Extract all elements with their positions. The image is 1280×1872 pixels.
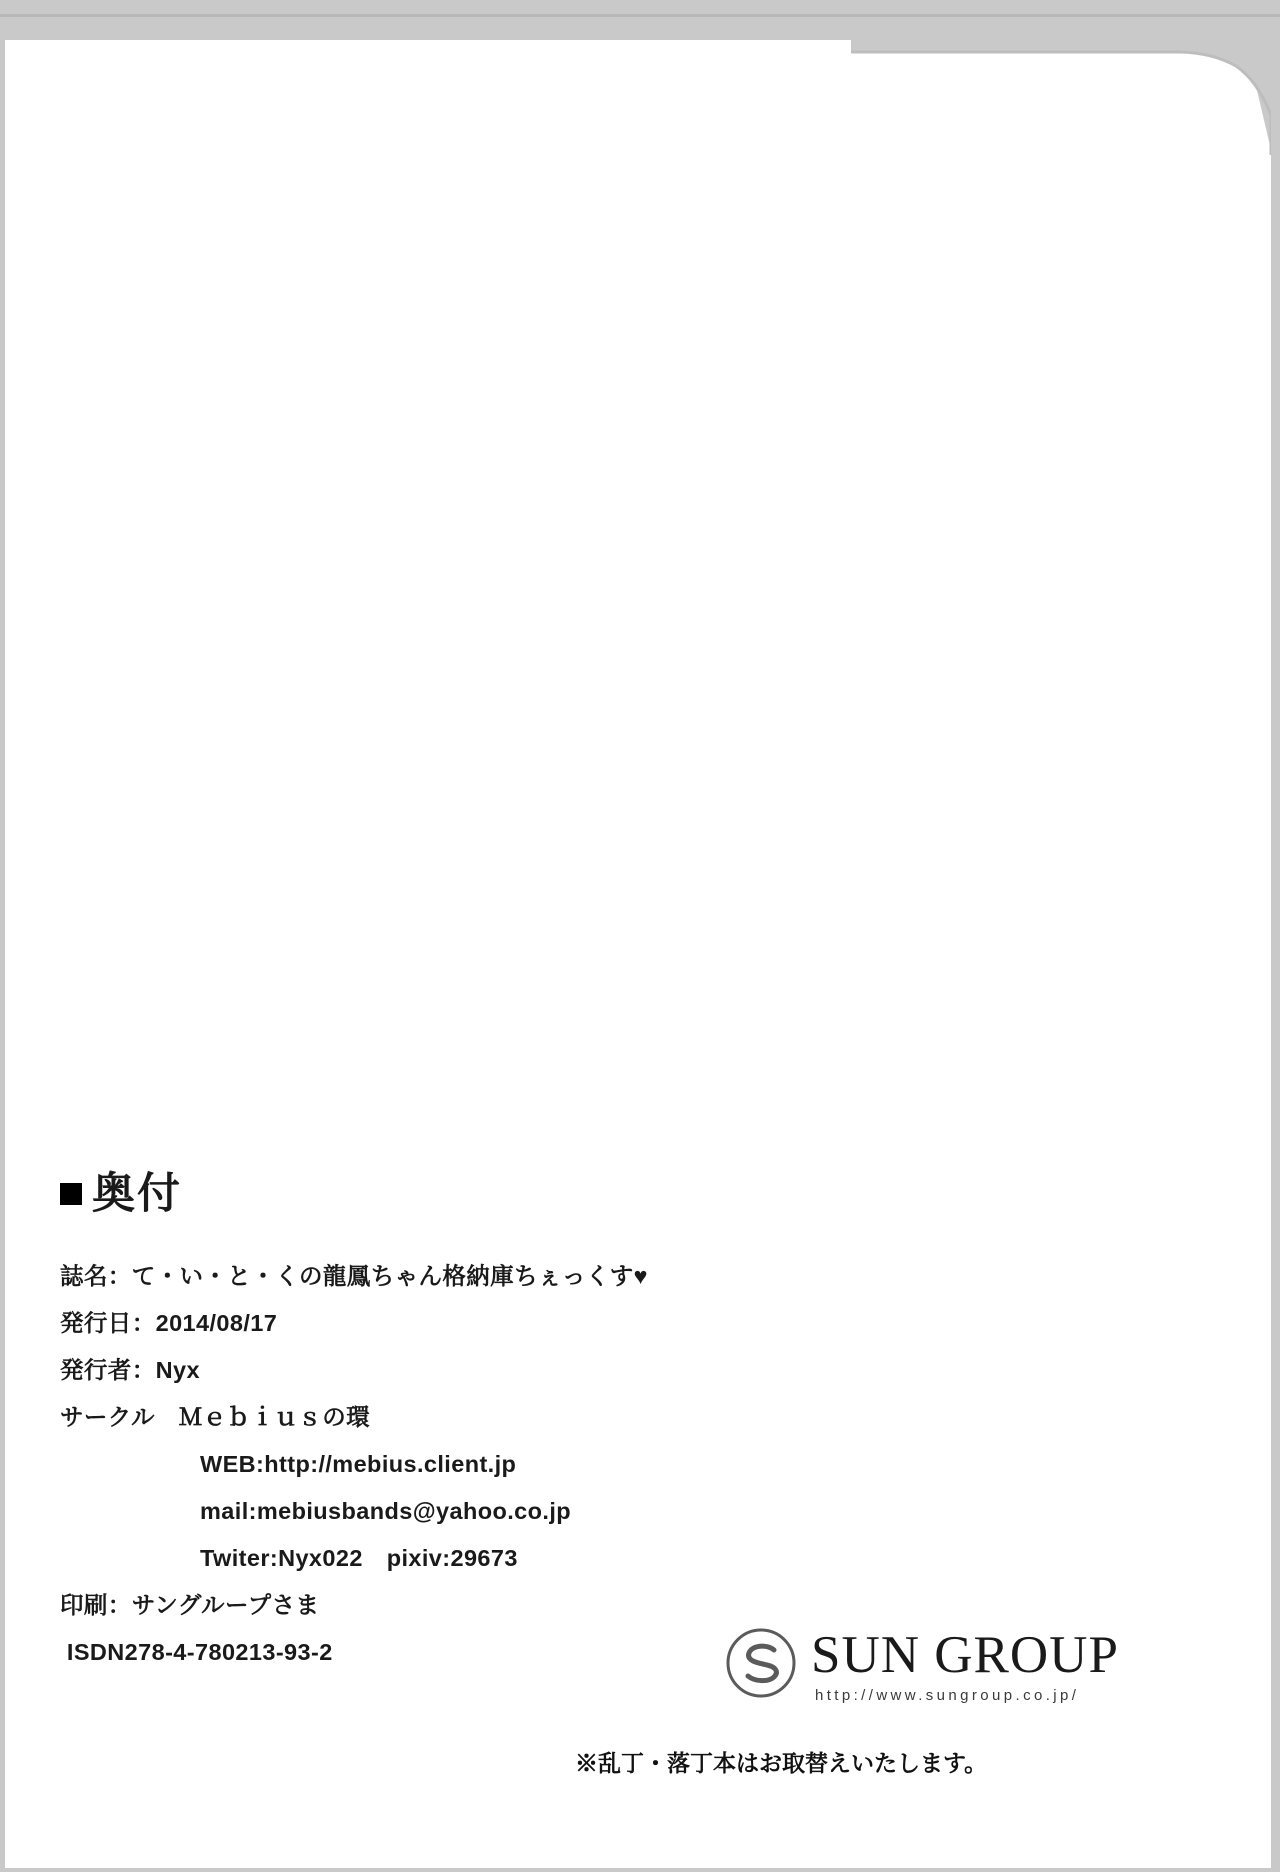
colophon-heading: [60, 1160, 1160, 1221]
colophon-line-title: 誌名：て・い・と・くの龍鳳ちゃん格納庫ちぇっくす♥: [60, 1263, 648, 1289]
colophon-line-mail: mail:mebiusbands@yahoo.co.jp: [200, 1498, 572, 1524]
corner-notch-outline-icon: [851, 40, 1271, 155]
colophon-line-circle: サークル Ｍｅｂｉｕｓの環: [60, 1404, 370, 1430]
paper-sheet: [5, 40, 1271, 1868]
colophon-line-publisher: 発行者：Nyx: [60, 1357, 200, 1383]
colophon-line-social: Twiter:Nyx022 pixiv:29673: [200, 1545, 518, 1571]
colophon-line-publish-date: 発行日：2014/08/17: [60, 1310, 278, 1336]
sun-group-url: http://www.sungroup.co.jp/: [815, 1687, 1080, 1704]
colophon-heading-label: 奥付: [92, 1170, 182, 1218]
top-rule-divider: [0, 14, 1280, 17]
replacement-notice: ※乱丁・落丁本はお取替えいたします。: [575, 1750, 988, 1776]
colophon-line-isdn: ISDN278-4-780213-93-2: [60, 1639, 333, 1665]
colophon-block: [60, 1160, 1160, 1676]
sun-group-logo: [725, 1625, 1145, 1720]
square-bullet-icon: [60, 1183, 82, 1205]
colophon-line-web: WEB:http://mebius.client.jp: [200, 1451, 517, 1477]
colophon-line-printer: 印刷：サングループさま: [60, 1592, 320, 1618]
sun-group-mark-icon: [725, 1627, 797, 1699]
sun-group-name: SUN GROUP: [811, 1626, 1119, 1684]
